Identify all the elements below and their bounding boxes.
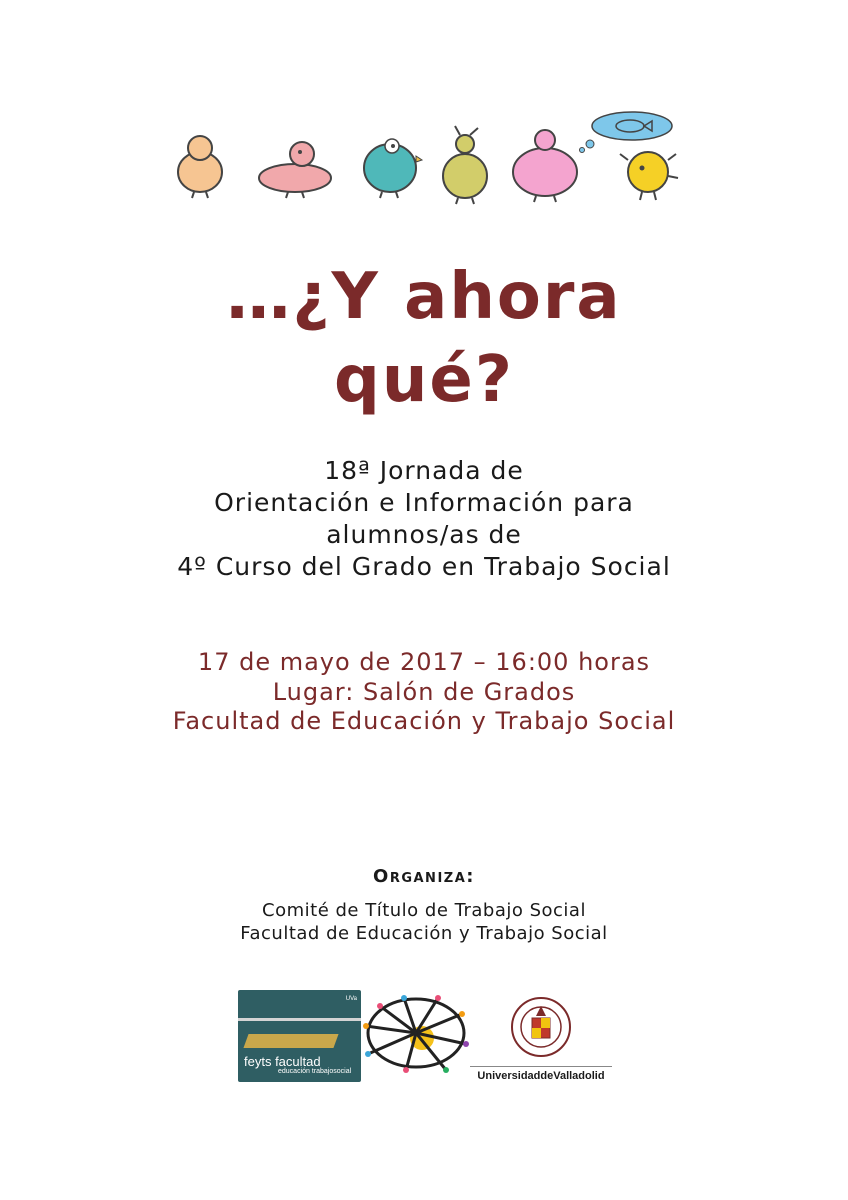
title-line-2: qué? (334, 343, 514, 417)
subtitle-line-3: alumnos/as de (326, 520, 522, 549)
event-datetime: 17 de mayo de 2017 – 16:00 horas (197, 648, 651, 676)
trabajo-social-logo (360, 992, 472, 1074)
figure-yellow (620, 152, 678, 200)
figure-teal (364, 139, 422, 198)
subtitle-line-1: 18ª Jornada de (324, 456, 524, 485)
uva-seal-icon (510, 996, 572, 1058)
figure-orange (178, 136, 222, 198)
feyts-logo-subtitle: educación trabajosocial (278, 1068, 352, 1075)
subtitle-line-2: Orientación e Información para (214, 488, 634, 517)
cartoon-figures-illustration (160, 110, 720, 210)
feyts-logo-bar (238, 1018, 361, 1021)
feyts-logo-shape (243, 1034, 338, 1048)
organizer-line-1: Comité de Título de Trabajo Social (262, 900, 586, 921)
subtitle-line-4: 4º Curso del Grado en Trabajo Social (177, 552, 671, 581)
feyts-logo (238, 990, 361, 1082)
feyts-corner-text: UVa (345, 996, 357, 1002)
feyts-logo-name: feyts facultad (244, 1054, 321, 1069)
figure-pink (259, 142, 331, 198)
figure-olive (443, 126, 487, 204)
event-venue: Facultad de Educación y Trabajo Social (172, 707, 676, 735)
title-line-1: …¿Y ahora (226, 260, 622, 334)
figure-magenta (513, 130, 577, 202)
thought-bubble (580, 112, 673, 153)
organizer-line-2: Facultad de Educación y Trabajo Social (240, 923, 608, 944)
organizer-label: Organiza: (373, 866, 475, 887)
uva-name: UniversidaddeValladolid (470, 1066, 612, 1082)
event-place: Lugar: Salón de Grados (272, 678, 576, 706)
